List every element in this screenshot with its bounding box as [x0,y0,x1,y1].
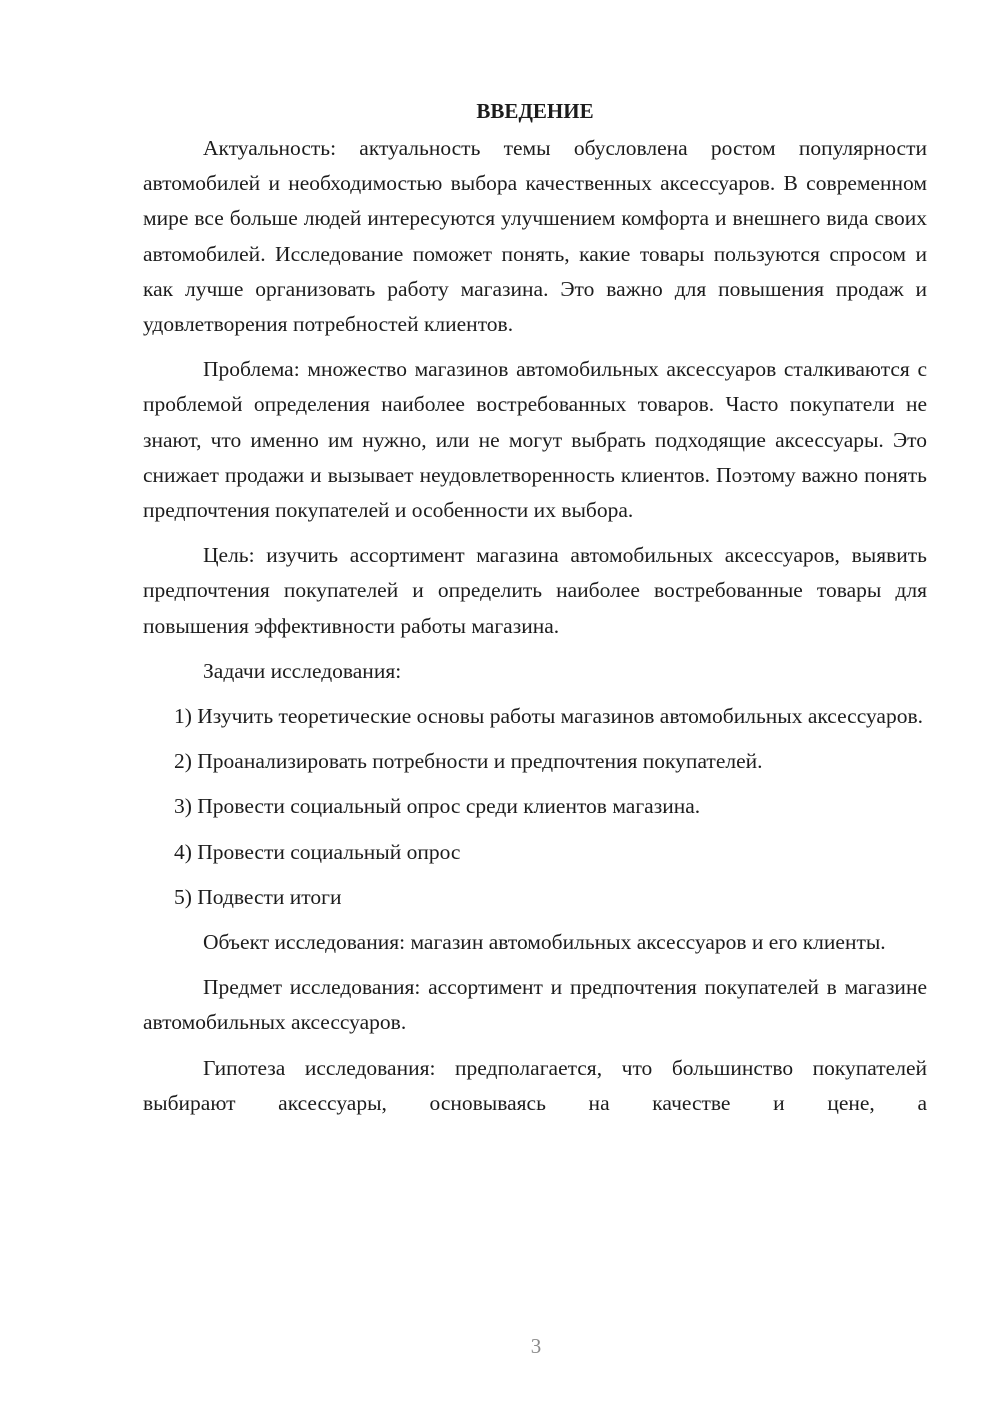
relevance-paragraph: Актуальность: актуальность темы обусловлена ростом популярности автомобилей и необходимостью выбора качественных аксессуаров. В современном мире все больше людей интересуются улучшением комфорта и внешнего вида своих автомобилей. Исследование поможет понять, какие товары пользуются спросом и как лучше организовать работу магазина. Это важно для повышения продаж и удовлетворения потребностей клиентов. [143,136,927,337]
task-item-2: 2) Проанализировать потребности и предпочтения покупателей. [174,749,763,774]
task-item-1: 1) Изучить теоретические основы работы магазинов автомобильных аксессуаров. [174,704,923,729]
tasks-heading: Задачи исследования: [203,658,402,683]
task-item-4: 4) Провести социальный опрос [174,839,461,864]
goal-paragraph: Цель: изучить ассортимент магазина автомобильных аксессуаров, выявить предпочтения покупателей и определить наиболее востребованные товары для повышения эффективности работы магазина. [143,543,927,638]
task-item-3: 3) Провести социальный опрос среди клиентов магазина. [174,794,701,819]
object-paragraph: Объект исследования: магазин автомобильных аксессуаров и его клиенты. [203,930,886,955]
page-title: ВВЕДЕНИЕ [476,99,594,123]
task-item-5: 5) Подвести итоги [174,884,342,909]
hypothesis-paragraph: Гипотеза исследования: предполагается, что большинство покупателей выбирают аксессуары, основываясь на качестве и цене, а [143,1055,927,1115]
document-body [143,97,927,1131]
problem-paragraph: Проблема: множество магазинов автомобильных аксессуаров сталкиваются с проблемой определения наиболее востребованных товаров. Часто покупатели не знают, что именно им нужно, или не могут выбрать подходящие аксессуары. Это снижает продажи и вызывает неудовлетворенность клиентов. Поэтому важно понять предпочтения покупателей и особенности их выбора. [143,357,927,523]
page-number: 3 [530,1334,542,1358]
subject-paragraph: Предмет исследования: ассортимент и предпочтения покупателей в магазине автомобильных аксессуаров. [143,975,927,1035]
